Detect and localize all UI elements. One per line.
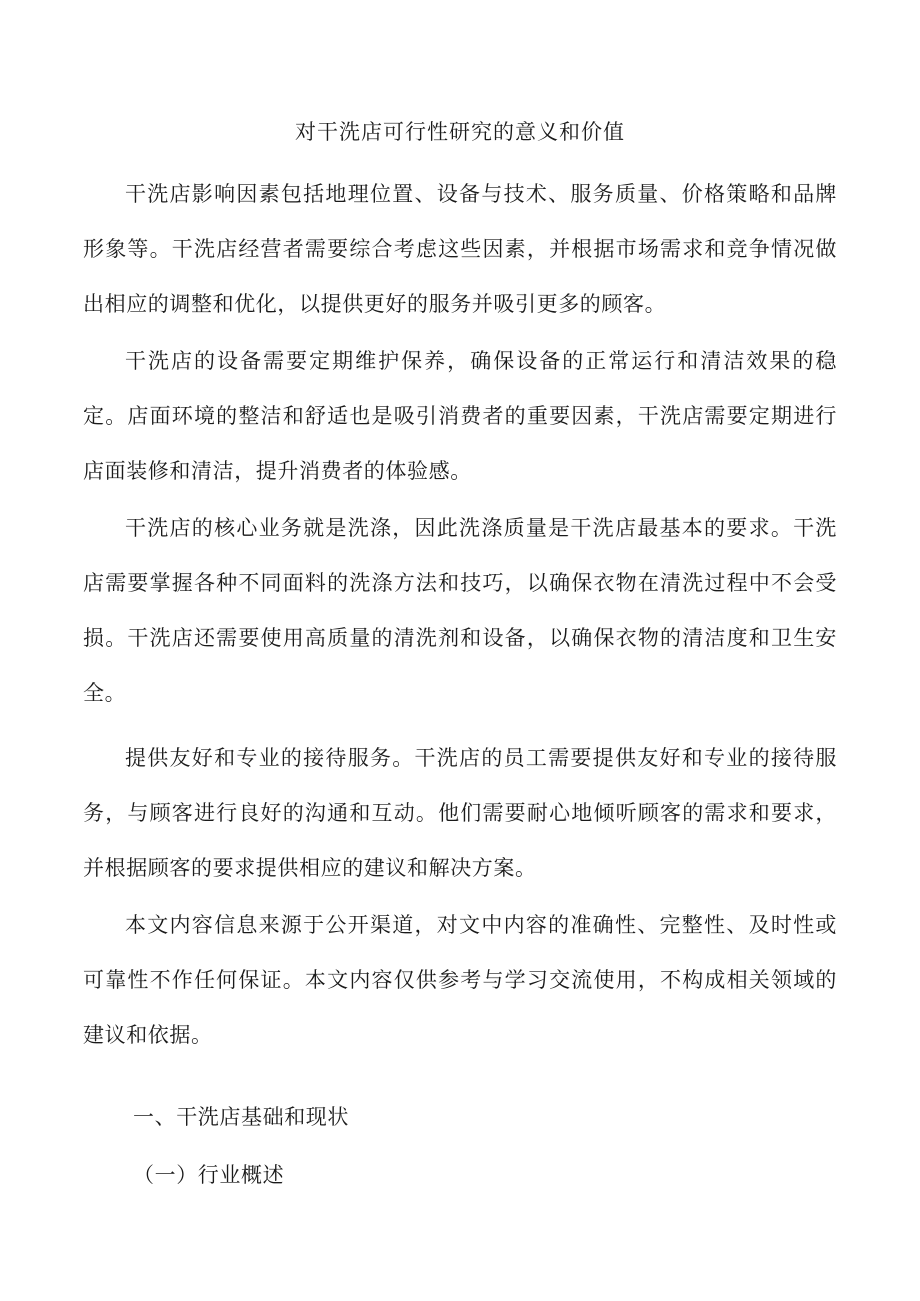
subsection-heading: （一）行业概述 [133,1163,285,1187]
paragraph-disclaimer: 本文内容信息来源于公开渠道，对文中内容的准确性、完整性、及时性或可靠性不作任何保证。本文内容仅供参考与学习交流使用，不构成相关领域的建议和依据。 [83,913,837,1047]
paragraph-reception-service: 提供友好和专业的接待服务。干洗店的员工需要提供友好和专业的接待服务，与顾客进行良好的沟通和互动。他们需要耐心地倾听顾客的需求和要求，并根据顾客的要求提供相应的建议和解决方案。 [83,746,837,880]
paragraph-equipment-maintenance: 干洗店的设备需要定期维护保养，确保设备的正常运行和清洁效果的稳定。店面环境的整洁和舒适也是吸引消费者的重要因素，干洗店需要定期进行店面装修和清洁，提升消费者的体验感。 [83,349,837,483]
section-heading: 一、干洗店基础和现状 [133,1105,349,1129]
paragraph-washing-quality: 干洗店的核心业务就是洗涤，因此洗涤质量是干洗店最基本的要求。干洗店需要掌握各种不同面料的洗涤方法和技巧，以确保衣物在清洗过程中不会受损。干洗店还需要使用高质量的清洗剂和设备，以确保衣物的清洁度和卫生安全。 [83,516,837,705]
paragraph-influencing-factors: 干洗店影响因素包括地理位置、设备与技术、服务质量、价格策略和品牌形象等。干洗店经营者需要综合考虑这些因素，并根据市场需求和竞争情况做出相应的调整和优化，以提供更好的服务并吸引更多的顾客。 [83,182,837,316]
document-title: 对干洗店可行性研究的意义和价值 [295,120,625,144]
